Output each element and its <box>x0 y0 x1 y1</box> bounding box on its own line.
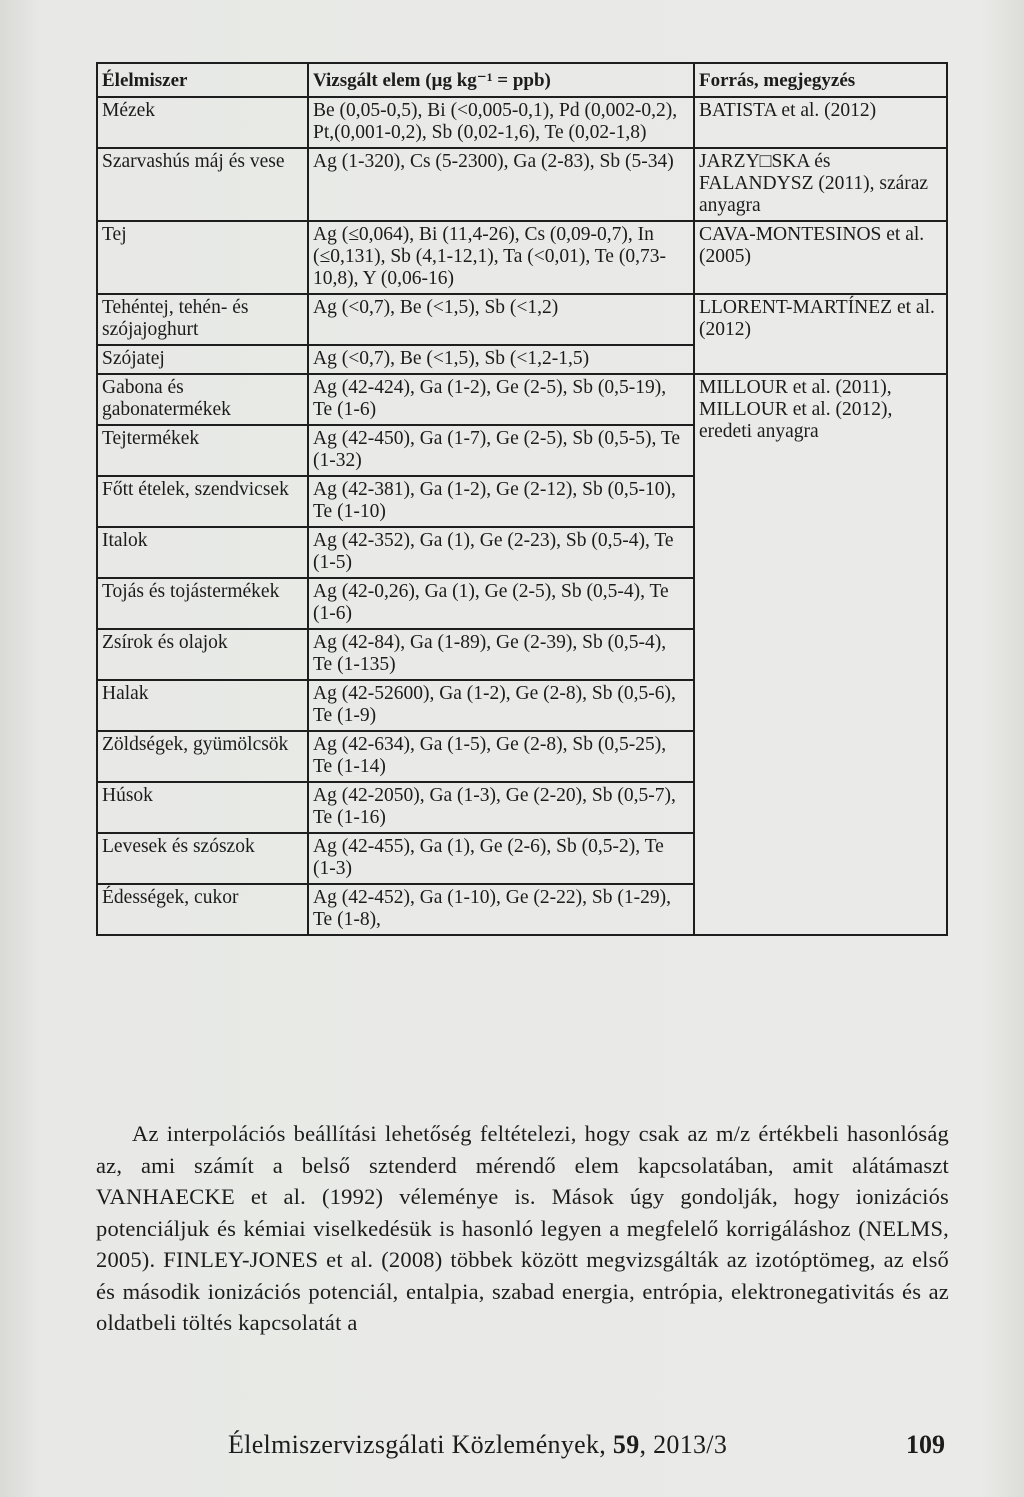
cell-food: Italok <box>97 527 308 578</box>
cell-elements: Ag (42-2050), Ga (1-3), Ge (2-20), Sb (0,5-7), Te (1-16) <box>308 782 694 833</box>
cell-food: Húsok <box>97 782 308 833</box>
cell-elements: Ag (42-84), Ga (1-89), Ge (2-39), Sb (0,5-4), Te (1-135) <box>308 629 694 680</box>
table-row <box>97 294 947 345</box>
cell-elements: Ag (≤0,064), Bi (11,4-26), Cs (0,09-0,7), In (≤0,131), Sb (4,1-12,1), Ta (<0,01), Te (0,73-10,8), Y (0,06-16) <box>308 221 694 294</box>
cell-food: Zöldségek, gyümölcsök <box>97 731 308 782</box>
cell-elements: Ag (42-352), Ga (1), Ge (2-23), Sb (0,5-4), Te (1-5) <box>308 527 694 578</box>
cell-food: Szarvashús máj és vese <box>97 148 308 221</box>
food-elements-table <box>96 62 948 936</box>
cell-elements: Ag (42-634), Ga (1-5), Ge (2-8), Sb (0,5-25), Te (1-14) <box>308 731 694 782</box>
cell-food: Zsírok és olajok <box>97 629 308 680</box>
header-elements: Vizsgált elem (µg kg⁻¹ = ppb) <box>308 63 694 97</box>
paragraph-text: Az interpolációs beállítási lehetőség feltételezi, hogy csak az m/z értékbeli hasonlóság az, ami számít a belső sztenderd mérendő elem kapcsolatában, amit alátámaszt VANHAECKE et al. (1992) véleménye is. Mások úgy gondolják, hogy ionizációs potenciáljuk és kémiai viselkedésük is hasonló legyen a megfelelő korrigáláshoz (NELMS, 2005). FINLEY-JONES et al. (2008) többek között megvizsgálták az izotóptömeg, az első és második ionizációs potenciál, entalpia, szabad energia, entrópia, elektronegativitás és az oldatbeli töltés kapcsolatát a <box>96 1121 949 1335</box>
cell-elements: Ag (<0,7), Be (<1,5), Sb (<1,2-1,5) <box>308 345 694 374</box>
table-row <box>97 221 947 294</box>
body-paragraph <box>96 1118 949 1339</box>
cell-elements: Ag (42-424), Ga (1-2), Ge (2-5), Sb (0,5-19), Te (1-6) <box>308 374 694 425</box>
cell-source: BATISTA et al. (2012) <box>694 97 947 148</box>
cell-source: MILLOUR et al. (2011), MILLOUR et al. (2012), eredeti anyagra <box>694 374 947 935</box>
cell-food: Levesek és szószok <box>97 833 308 884</box>
cell-food: Szójatej <box>97 345 308 374</box>
table-header-row <box>97 63 947 97</box>
page-number: 109 <box>906 1430 945 1459</box>
cell-food: Halak <box>97 680 308 731</box>
cell-elements: Be (0,05-0,5), Bi (<0,005-0,1), Pd (0,002-0,2), Pt,(0,001-0,2), Sb (0,02-1,6), Te (0,02-1,8) <box>308 97 694 148</box>
cell-source: CAVA-MONTESINOS et al. (2005) <box>694 221 947 294</box>
cell-elements: Ag (42-455), Ga (1), Ge (2-6), Sb (0,5-2), Te (1-3) <box>308 833 694 884</box>
cell-food: Gabona és gabonatermékek <box>97 374 308 425</box>
cell-source: JARZY□SKA és FALANDYSZ (2011), száraz anyagra <box>694 148 947 221</box>
journal-footer <box>228 1430 727 1460</box>
header-food: Élelmiszer <box>97 63 308 97</box>
cell-food: Tej <box>97 221 308 294</box>
header-source: Forrás, megjegyzés <box>694 63 947 97</box>
table-row <box>97 148 947 221</box>
table-row <box>97 97 947 148</box>
table-row <box>97 374 947 425</box>
cell-elements: Ag (1-320), Cs (5-2300), Ga (2-83), Sb (5-34) <box>308 148 694 221</box>
cell-food: Tojás és tojástermékek <box>97 578 308 629</box>
cell-food: Főtt ételek, szendvicsek <box>97 476 308 527</box>
journal-issue: , 2013/3 <box>639 1430 728 1459</box>
cell-food: Tehéntej, tehén- és szójajoghurt <box>97 294 308 345</box>
cell-elements: Ag (42-381), Ga (1-2), Ge (2-12), Sb (0,5-10), Te (1-10) <box>308 476 694 527</box>
cell-elements: Ag (42-52600), Ga (1-2), Ge (2-8), Sb (0,5-6), Te (1-9) <box>308 680 694 731</box>
cell-elements: Ag (42-452), Ga (1-10), Ge (2-22), Sb (1-29), Te (1-8), <box>308 884 694 935</box>
cell-elements: Ag (42-450), Ga (1-7), Ge (2-5), Sb (0,5-5), Te (1-32) <box>308 425 694 476</box>
cell-elements: Ag (42-0,26), Ga (1), Ge (2-5), Sb (0,5-4), Te (1-6) <box>308 578 694 629</box>
journal-name: Élelmiszervizsgálati Közlemények, <box>228 1430 613 1459</box>
cell-source: LLORENT-MARTÍNEZ et al. (2012) <box>694 294 947 374</box>
cell-food: Édességek, cukor <box>97 884 308 935</box>
cell-food: Mézek <box>97 97 308 148</box>
journal-volume: 59 <box>612 1430 640 1459</box>
cell-food: Tejtermékek <box>97 425 308 476</box>
cell-elements: Ag (<0,7), Be (<1,5), Sb (<1,2) <box>308 294 694 345</box>
